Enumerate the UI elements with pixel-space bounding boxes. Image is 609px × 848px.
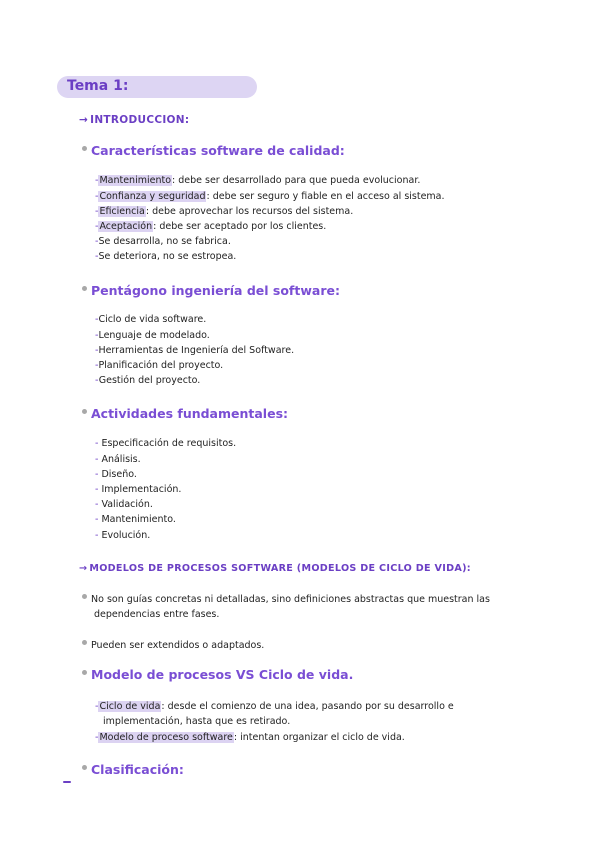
section-introduccion-label: INTRODUCCION: <box>90 114 190 126</box>
list-item: - Mantenimiento. <box>95 514 176 525</box>
subhead-caracteristicas-label: Características software de calidad: <box>91 143 345 158</box>
list-item: - Diseño. <box>95 469 137 480</box>
section-modelos <box>79 563 471 574</box>
list-item: -Se deteriora, no se estropea. <box>95 251 237 262</box>
list-item: - Evolución. <box>95 530 151 541</box>
subhead-modelo-vs-ciclo <box>82 667 353 682</box>
list-item: -Ciclo de vida: desde el comienzo de una idea, pasando por su desarrollo e <box>95 701 454 712</box>
bullet-icon <box>82 146 87 151</box>
bullet-icon <box>82 765 87 770</box>
subhead-modelo-vs-ciclo-label: Modelo de procesos VS Ciclo de vida. <box>91 667 354 682</box>
bullet-icon <box>82 409 87 414</box>
paragraph-guias-cont: dependencias entre fases. <box>94 609 220 620</box>
subhead-pentagono <box>82 283 340 298</box>
list-item: -Aceptación: debe ser aceptado por los clientes. <box>95 221 327 232</box>
list-item: - Implementación. <box>95 484 182 495</box>
list-item: -Mantenimiento: debe ser desarrollado para que pueda evolucionar. <box>95 175 421 186</box>
arrow-icon: → <box>79 563 88 574</box>
list-item-cont: implementación, hasta que es retirado. <box>103 716 291 727</box>
subhead-pentagono-label: Pentágono ingeniería del software: <box>91 283 340 298</box>
list-item: -Gestión del proyecto. <box>95 375 201 386</box>
paragraph-guias: No son guías concretas ni detalladas, sino definiciones abstractas que muestran las <box>82 592 532 607</box>
list-item: - Análisis. <box>95 454 141 465</box>
list-item: - Validación. <box>95 499 153 510</box>
list-item: -Ciclo de vida software. <box>95 314 207 325</box>
page-title: Tema 1: <box>67 78 129 94</box>
pen-stroke-mark <box>63 781 71 783</box>
subhead-actividades <box>82 406 288 421</box>
arrow-icon: → <box>79 114 89 126</box>
list-item: -Planificación del proyecto. <box>95 360 224 371</box>
list-item: -Eficiencia: debe aprovechar los recursos del sistema. <box>95 206 354 217</box>
bullet-icon <box>82 640 87 645</box>
bullet-icon <box>82 286 87 291</box>
bullet-icon <box>82 670 87 675</box>
subhead-caracteristicas <box>82 143 345 158</box>
list-item: -Lenguaje de modelado. <box>95 330 210 341</box>
bullet-icon <box>82 594 87 599</box>
paragraph-extendidos: Pueden ser extendidos o adaptados. <box>82 638 264 653</box>
subhead-clasificacion <box>82 762 184 777</box>
list-item: - Especificación de requisitos. <box>95 438 237 449</box>
section-modelos-label: MODELOS DE PROCESOS SOFTWARE (MODELOS DE CICLO DE VIDA): <box>89 563 471 574</box>
subhead-clasificacion-label: Clasificación: <box>91 762 184 777</box>
list-item: -Se desarrolla, no se fabrica. <box>95 236 231 247</box>
list-item: -Modelo de proceso software: intentan organizar el ciclo de vida. <box>95 732 405 743</box>
subhead-actividades-label: Actividades fundamentales: <box>91 406 289 421</box>
list-item: -Herramientas de Ingeniería del Software. <box>95 345 295 356</box>
list-item: -Confianza y seguridad: debe ser seguro y fiable en el acceso al sistema. <box>95 191 445 202</box>
section-introduccion <box>79 114 189 126</box>
